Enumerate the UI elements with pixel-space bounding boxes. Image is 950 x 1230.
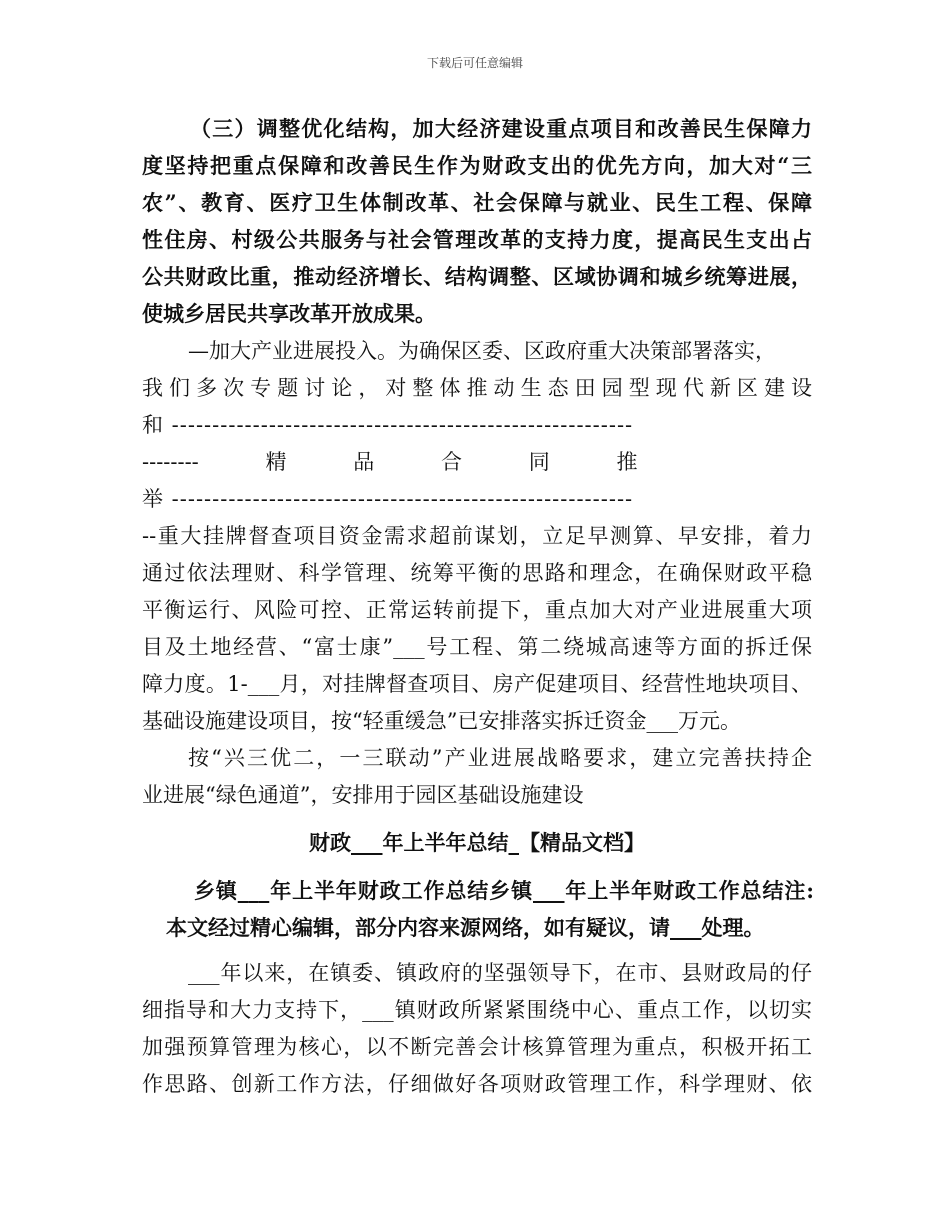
section3-line-6: 使城乡居民共享改革开放成果。 (142, 301, 436, 326)
industry-line-11: 基础设施建设项目，按“轻重缓急”已安排落实拆迁资金___万元。 (142, 709, 741, 733)
industry-line-10: 障力度。1-___月，对挂牌督查项目、房产促建项目、经营性地块项目、 (142, 672, 812, 696)
industry-line-1: —加大产业进展投入。为确保区委、区政府重大决策部署落实， (188, 339, 776, 363)
industry-line-7: 通过依法理财、科学管理、统筹平衡的思路和理念，在确保财政平稳 (142, 561, 812, 585)
summary-head-line-2: 本文经过精心编辑，部分内容来源网络，如有疑议，请___处理。 (166, 915, 765, 940)
summary-body-line-3: 加强预算管理为核心，以不断完善会计核算管理为重点，积极开拓工 (142, 1035, 812, 1059)
doc-title: 财政___年上半年总结_【精品文档】 (309, 830, 645, 855)
summary-body-line-2: 细指导和大力支持下，___镇财政所紧紧围绕中心、重点工作，以切实 (142, 998, 812, 1022)
summary-body-line-1: ___年以来，在镇委、镇政府的坚强领导下，在市、县财政局的仔 (188, 961, 812, 985)
industry-line-9: 目及土地经营、“富士康”___号工程、第二绕城高速等方面的拆迁保 (142, 635, 812, 659)
industry-line-3: 和 --------------------------------------------------------- (142, 413, 634, 437)
section3-line-3: 农”、教育、医疗卫生体制改革、社会保障与就业、民生工程、保障 (142, 190, 812, 215)
summary-body-line-4: 作思路、创新工作方法，仔细做好各项财政管理工作，科学理财、依 (142, 1072, 812, 1096)
section3-line-1: （三）调整优化结构，加大经济建设重点项目和改善民生保障力 (190, 116, 812, 141)
page-header: 下载后可任意编辑 (426, 56, 523, 70)
summary-head-line-1: 乡镇___年上半年财政工作总结乡镇___年上半年财政工作总结注: (194, 878, 814, 903)
industry-line-2: 我们多次专题讨论，对整体推动生态田园型现代新区建设 (142, 376, 812, 400)
support-line-2: 业进展“绿色通道”，安排用于园区基础设施建设 (142, 783, 584, 807)
support-line-1: 按“兴三优二，一三联动”产业进展战略要求，建立完善扶持企 (188, 746, 812, 770)
section3-line-5: 公共财政比重，推动经济增长、结构调整、区域协调和城乡统筹进展， (142, 264, 812, 289)
industry-line-4: -------- 精 品 合 同 推 (142, 450, 638, 474)
section3-line-2: 度坚持把重点保障和改善民生作为财政支出的优先方向，加大对“三 (142, 153, 812, 178)
industry-line-8: 平衡运行、风险可控、正常运转前提下，重点加大对产业进展重大项 (142, 598, 812, 622)
industry-line-5: 举 --------------------------------------------------------- (142, 487, 634, 511)
section3-line-4: 性住房、村级公共服务与社会管理改革的支持力度，提高民生支出占 (142, 227, 812, 252)
industry-line-6: --重大挂牌督查项目资金需求超前谋划，立足早测算、早安排，着力 (142, 524, 812, 548)
